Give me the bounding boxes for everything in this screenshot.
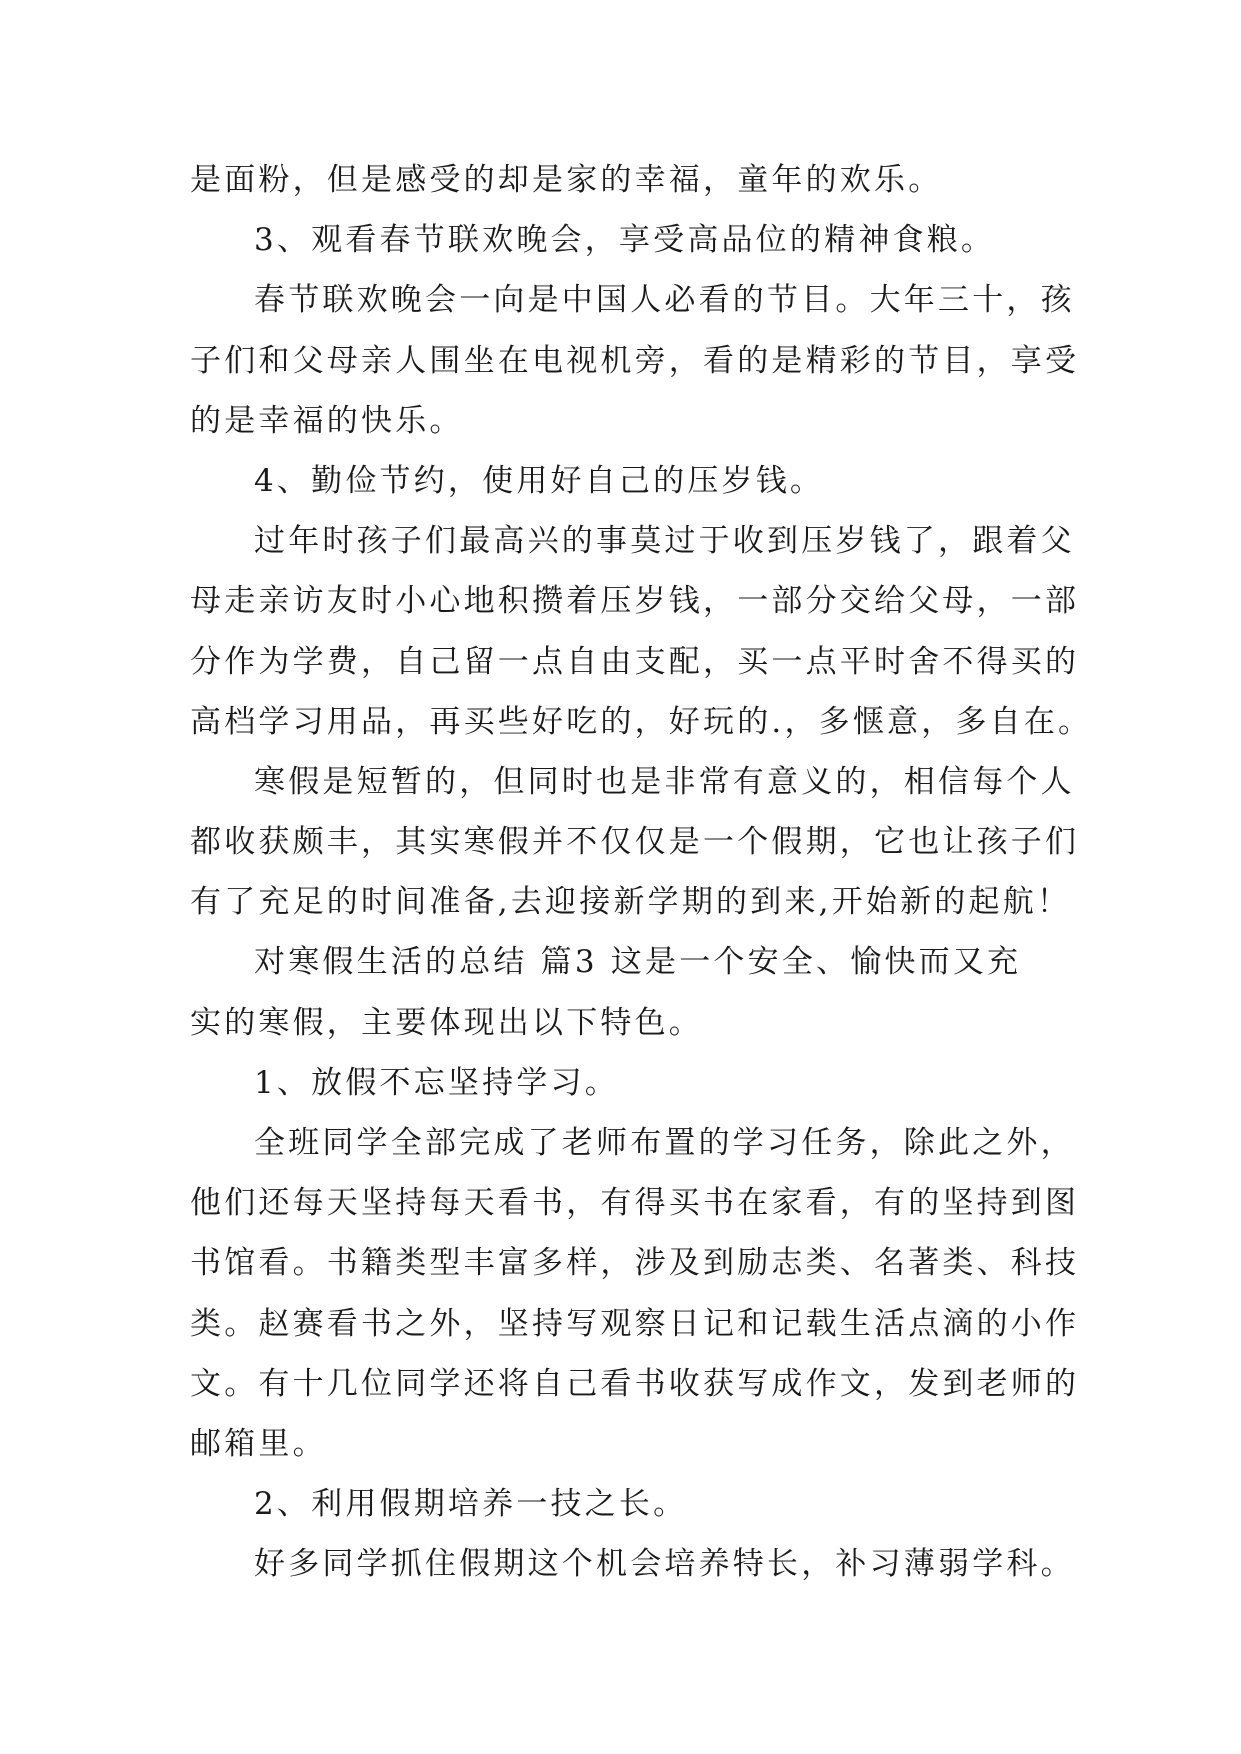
text-line: 有了充足的时间准备,去迎接新学期的到来,开始新的起航！	[190, 884, 1072, 921]
text-line: 书馆看。书籍类型丰富多样，涉及到励志类、名著类、科技	[190, 1245, 1080, 1282]
text-line: 实的寒假，主要体现出以下特色。	[190, 1004, 703, 1041]
text-line: 高档学习用品，再买些好吃的，好玩的.，多惬意，多自在。	[190, 703, 1093, 740]
text-line: 4、勤俭节约，使用好自己的压岁钱。	[254, 462, 825, 499]
text-line: 都收获颇丰，其实寒假并不仅仅是一个假期，它也让孩子们	[190, 824, 1080, 861]
text-line: 寒假是短暂的，但同时也是非常有意义的，相信每个人	[254, 763, 1075, 800]
text-line: 分作为学费，自己留一点自由支配，买一点平时舍不得买的	[190, 643, 1080, 680]
text-line: 的是幸福的快乐。	[190, 402, 464, 439]
text-line: 类。赵赛看书之外，坚持写观察日记和记载生活点滴的小作	[190, 1305, 1080, 1342]
text-line: 过年时孩子们最高兴的事莫过于收到压岁钱了，跟着父	[254, 523, 1075, 560]
text-line: 春节联欢晚会一向是中国人必看的节目。大年三十，孩	[254, 282, 1075, 319]
document-body	[190, 150, 1093, 1595]
text-line: 全班同学全部完成了老师布置的学习任务，除此之外，	[254, 1125, 1075, 1161]
text-line: 母走亲访友时小心地积攒着压岁钱，一部分交给父母，一部	[190, 583, 1080, 620]
text-line: 文。有十几位同学还将自己看书收获写成作文，发到老师的	[190, 1365, 1080, 1402]
text-line: 3、观看春节联欢晚会，享受高品位的精神食粮。	[254, 222, 996, 259]
text-line: 2、利用假期培养一技之长。	[254, 1486, 688, 1523]
text-line: 邮箱里。	[190, 1425, 327, 1462]
text-line: 1、放假不忘坚持学习。	[254, 1064, 619, 1101]
text-line: 他们还每天坚持每天看书，有得买书在家看，有的坚持到图	[190, 1185, 1080, 1222]
text-line: 对寒假生活的总结 篇3 这是一个安全、愉快而又充	[254, 944, 1022, 981]
text-line: 是面粉，但是感受的却是家的幸福，童年的欢乐。	[190, 162, 943, 198]
text-line: 子们和父母亲人围坐在电视机旁，看的是精彩的节目，享受	[190, 342, 1080, 379]
text-line: 好多同学抓住假期这个机会培养特长，补习薄弱学科。	[254, 1546, 1075, 1583]
